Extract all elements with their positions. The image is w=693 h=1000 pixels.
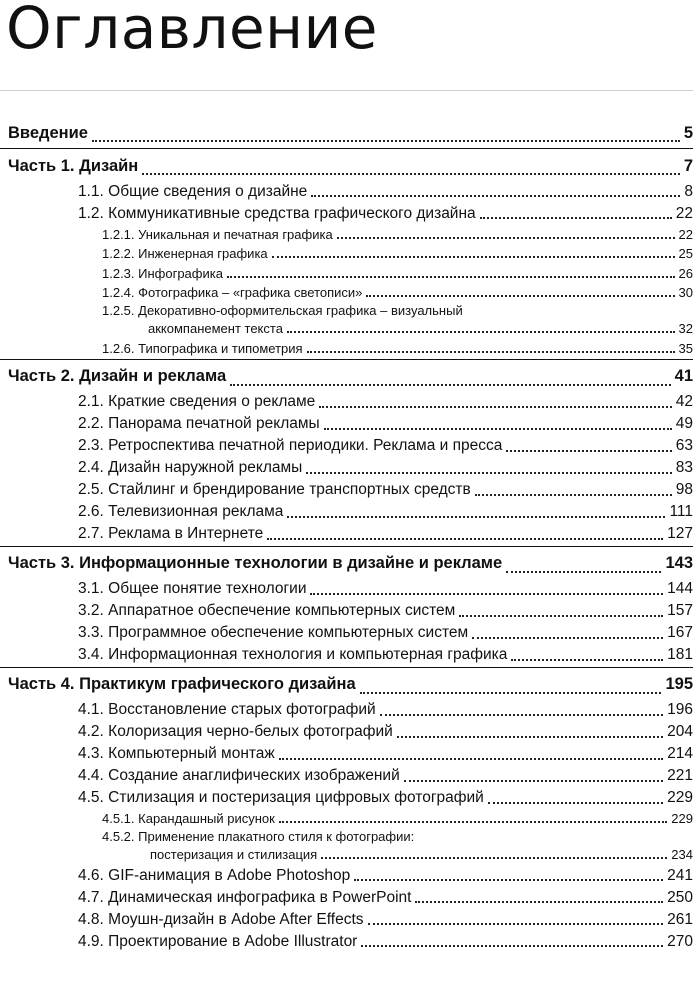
toc-leader-dots (287, 331, 675, 333)
toc-part-title: Часть 4. Практикум графического дизайна (8, 675, 356, 693)
toc-leader-dots (506, 450, 671, 452)
toc-entry[interactable] (0, 523, 693, 545)
toc-leader-dots (92, 140, 680, 142)
toc-part-page: 143 (665, 554, 693, 572)
toc-entry[interactable] (0, 699, 693, 721)
toc-entry-page: 167 (667, 624, 693, 641)
toc-section-part-1 (0, 149, 693, 360)
toc-entry-page: 221 (667, 767, 693, 784)
toc-subentry-title: 1.2.1. Уникальная и печатная графика (102, 226, 333, 242)
toc-leader-dots (319, 406, 671, 408)
toc-leader-dots (324, 428, 672, 430)
toc-leader-dots (287, 516, 665, 518)
toc-leader-dots (321, 857, 667, 859)
toc-leader-dots (475, 494, 672, 496)
toc-part-title: Часть 2. Дизайн и реклама (8, 367, 227, 385)
toc-section-part-3 (0, 547, 693, 668)
toc-subentry-title: 1.2.3. Инфографика (102, 265, 223, 281)
toc-entry-title: 4.6. GIF-анимация в Adobe Photoshop (78, 866, 351, 884)
toc-entry-page: 214 (667, 745, 693, 762)
toc-entry[interactable] (0, 743, 693, 765)
toc-leader-dots (360, 692, 662, 694)
toc-leader-dots (310, 593, 663, 595)
title-divider (0, 90, 693, 91)
toc-entry[interactable] (0, 908, 693, 930)
toc-subentry-title: 1.2.4. Фотографика – «графика светописи» (102, 285, 363, 300)
toc-entry[interactable] (0, 765, 693, 787)
toc-entry-page: 8 (684, 182, 693, 200)
toc-entry-page: 83 (675, 459, 693, 476)
toc-entry-page: 204 (667, 723, 693, 740)
toc-entry-title: 2.6. Телевизионная реклама (78, 503, 284, 520)
toc-entry-title: 2.7. Реклама в Интернете (78, 525, 264, 542)
toc-subentry-page: 25 (678, 246, 693, 261)
toc-entry-page: 98 (675, 481, 693, 498)
toc-leader-dots (311, 195, 680, 197)
toc-entry[interactable] (0, 501, 693, 523)
toc-subentry-page: 229 (671, 811, 693, 826)
toc-subentry-title: 4.5.1. Карандашный рисунок (102, 811, 275, 826)
toc-entry[interactable] (0, 578, 693, 600)
toc-entry-page: 144 (667, 580, 693, 597)
toc-entry-page: 181 (667, 646, 693, 663)
toc-entry[interactable] (0, 721, 693, 743)
toc-leader-dots (230, 384, 671, 386)
toc-leader-dots (368, 923, 664, 925)
toc-leader-dots (415, 901, 663, 903)
toc-subentry-line2 (102, 845, 693, 864)
toc-subentry-title: 1.2.2. Инженерная графика (102, 246, 268, 261)
toc-entry-page: 111 (669, 503, 693, 520)
toc-entry-title: 2.2. Панорама печатной рекламы (78, 415, 320, 432)
toc-leader-dots (272, 256, 675, 258)
toc-leader-dots (366, 295, 674, 297)
toc-entry-title: 1.2. Коммуникативные средства графического дизайна (78, 204, 476, 222)
toc-entry-title: 3.3. Программное обеспечение компьютерных систем (78, 624, 469, 641)
toc-entry-title: 4.7. Динамическая инфографика в PowerPoint (78, 888, 412, 906)
toc-leader-dots (306, 472, 671, 474)
toc-subentry[interactable] (0, 809, 693, 829)
table-of-contents (0, 116, 693, 953)
toc-subentry[interactable] (0, 338, 693, 358)
toc-part-heading[interactable] (0, 149, 693, 180)
toc-leader-dots (279, 821, 667, 823)
toc-entry-title: 1.1. Общие сведения о дизайне (78, 182, 308, 200)
toc-subentry[interactable] (0, 244, 693, 264)
toc-leader-dots (279, 758, 663, 760)
toc-subentry-page: 30 (678, 285, 693, 300)
toc-subentry-line2 (102, 319, 693, 338)
toc-entry-page: 261 (667, 910, 693, 928)
toc-leader-dots (354, 879, 663, 881)
toc-entry-page: 22 (675, 204, 693, 222)
toc-subentry-page: 26 (678, 265, 693, 281)
toc-part-heading[interactable] (0, 360, 693, 391)
toc-entry-page: 5 (683, 123, 693, 142)
toc-entry-title: 2.5. Стайлинг и брендирование транспортных средств (78, 481, 471, 498)
toc-section-part-2 (0, 360, 693, 547)
toc-entry-page: 127 (667, 525, 693, 542)
toc-subentry-page: 35 (678, 340, 693, 356)
toc-leader-dots (267, 538, 663, 540)
toc-entry-title: 4.2. Колоризация черно-белых фотографий (78, 723, 393, 740)
toc-leader-dots (227, 276, 675, 278)
toc-leader-dots (142, 173, 680, 175)
toc-entry-page: 63 (675, 437, 693, 454)
toc-leader-dots (511, 659, 663, 661)
toc-entry[interactable] (0, 413, 693, 435)
toc-entry-title: 3.1. Общее понятие технологии (78, 580, 307, 597)
toc-entry-page: 157 (667, 602, 693, 619)
toc-part-title: Часть 1. Дизайн (8, 156, 139, 175)
toc-subentry-page: 22 (678, 226, 693, 242)
toc-subentry[interactable] (0, 224, 693, 244)
toc-leader-dots (472, 637, 663, 639)
toc-subentry-page: 32 (678, 321, 693, 336)
toc-entry-title: 4.1. Восстановление старых фотографий (78, 701, 376, 718)
toc-entry-title: 3.4. Информационная технология и компьютерная графика (78, 646, 508, 663)
toc-entry-title: 4.4. Создание анаглифических изображений (78, 767, 400, 784)
toc-leader-dots (337, 237, 675, 239)
toc-entry-title: 4.5. Стилизация и постеризация цифровых фотографий (78, 789, 484, 806)
toc-leader-dots (380, 714, 663, 716)
toc-entry[interactable] (0, 202, 693, 224)
toc-entry-page: 229 (667, 789, 693, 806)
toc-leader-dots (361, 945, 663, 947)
toc-subentry-title-line2: аккомпанемент текста (148, 321, 283, 336)
toc-leader-dots (488, 802, 663, 804)
toc-entry-title: Введение (8, 123, 88, 142)
toc-leader-dots (459, 615, 663, 617)
toc-subentry-title-line2: постеризация и стилизация (150, 847, 318, 862)
toc-part-heading[interactable] (0, 547, 693, 578)
toc-subentry-wrapped[interactable] (0, 828, 693, 864)
toc-entry-title: 2.3. Ретроспектива печатной периодики. Реклама и пресса (78, 437, 503, 454)
toc-entry-page: 250 (667, 888, 693, 906)
toc-leader-dots (307, 351, 675, 353)
toc-subentry-title: 1.2.6. Типографика и типометрия (102, 340, 303, 356)
toc-leader-dots (506, 571, 661, 573)
toc-entry[interactable] (0, 930, 693, 952)
toc-entry[interactable] (0, 787, 693, 809)
toc-entry[interactable] (0, 457, 693, 479)
toc-subentry-wrapped[interactable] (0, 302, 693, 338)
toc-leader-dots (480, 217, 672, 219)
toc-entry[interactable] (0, 479, 693, 501)
toc-entry[interactable] (0, 180, 693, 202)
toc-entry-page: 270 (667, 932, 693, 950)
toc-entry[interactable] (0, 622, 693, 644)
toc-entry-title: 4.8. Моушн-дизайн в Adobe After Effects (78, 910, 364, 928)
toc-entry[interactable] (0, 886, 693, 908)
toc-leader-dots (404, 780, 663, 782)
toc-subentry[interactable] (0, 283, 693, 303)
toc-part-page: 195 (665, 675, 693, 693)
toc-entry-page: 49 (675, 415, 693, 432)
toc-entry-title: 4.3. Компьютерный монтаж (78, 745, 275, 762)
toc-part-page: 41 (674, 367, 693, 385)
page-title: Оглавление (6, 0, 378, 62)
toc-part-title: Часть 3. Информационные технологии в дизайне и рекламе (8, 554, 503, 572)
toc-entry[interactable] (0, 391, 693, 413)
toc-part-page: 7 (683, 156, 693, 175)
toc-part-heading[interactable] (0, 668, 693, 699)
toc-subentry-page: 234 (671, 847, 693, 862)
toc-entry-title: 2.1. Краткие сведения о рекламе (78, 393, 316, 410)
toc-entry-title: 2.4. Дизайн наружной рекламы (78, 459, 303, 476)
toc-section-intro (0, 116, 693, 149)
toc-leader-dots (397, 736, 663, 738)
toc-subentry-title-line1: 4.5.2. Применение плакатного стиля к фотографии: (102, 829, 415, 844)
toc-entry[interactable] (0, 644, 693, 666)
toc-entry-title: 3.2. Аппаратное обеспечение компьютерных систем (78, 602, 456, 619)
toc-subentry-title-line1: 1.2.5. Декоративно-оформительская графика – визуальный (102, 303, 463, 318)
toc-entry-page: 196 (667, 701, 693, 718)
toc-subentry[interactable] (0, 263, 693, 283)
toc-entry-title: 4.9. Проектирование в Adobe Illustrator (78, 932, 358, 950)
toc-entry-intro[interactable] (0, 116, 693, 147)
toc-entry-page: 241 (667, 866, 693, 884)
toc-section-part-4 (0, 668, 693, 954)
toc-entry[interactable] (0, 600, 693, 622)
toc-entry[interactable] (0, 435, 693, 457)
toc-entry-page: 42 (675, 393, 693, 410)
toc-entry[interactable] (0, 864, 693, 886)
